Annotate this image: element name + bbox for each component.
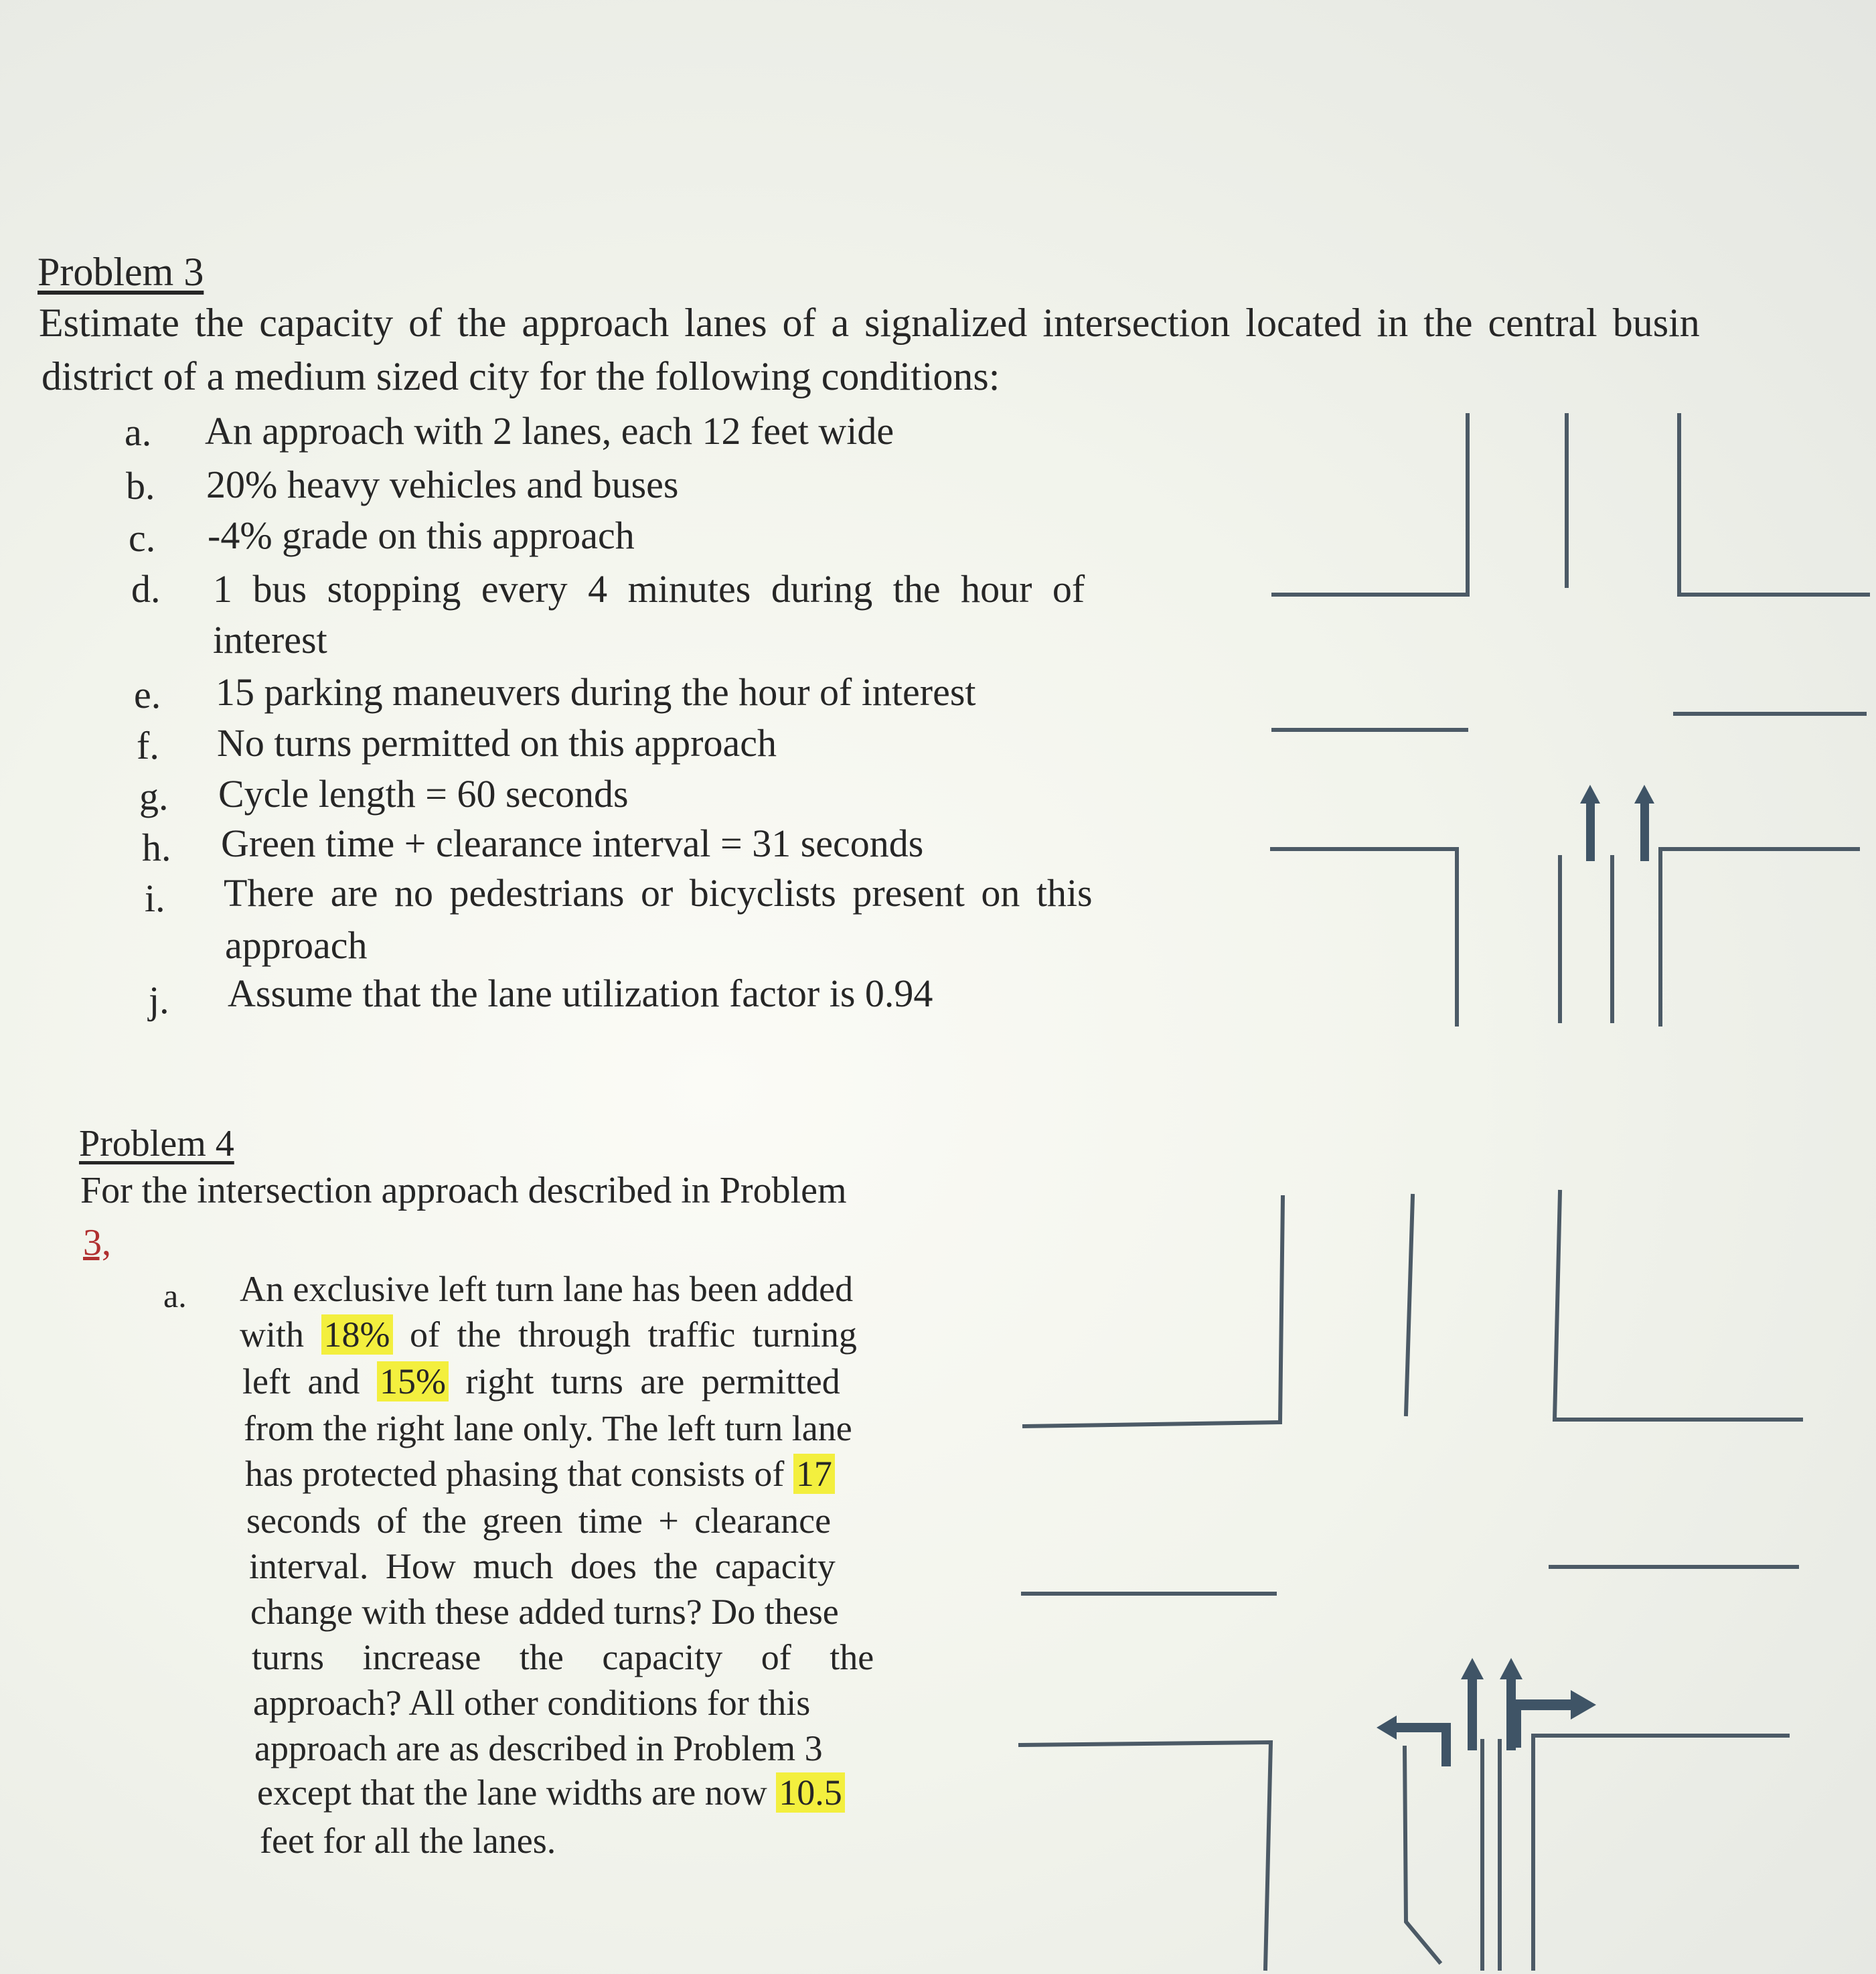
item-label: c. — [129, 516, 156, 560]
item-d-text: 1 bus stopping every 4 minutes during the hour of — [213, 567, 1085, 611]
curb-southwest — [1272, 849, 1457, 1024]
problem-4-lane-arrows — [1377, 1658, 1596, 1766]
problem-3-intro-line-1: Estimate the capacity of the approach lanes of a signalized intersection located in the central busin — [39, 301, 1700, 345]
problem-4-line-9: turns increase the capacity of the — [252, 1637, 874, 1677]
item-label: f. — [137, 724, 159, 767]
item-label: e. — [134, 673, 161, 716]
through-arrow-icon — [1634, 785, 1654, 861]
right-turn-arrow-icon — [1516, 1690, 1596, 1748]
highlight-15-percent: 15% — [377, 1361, 449, 1401]
curb-southwest — [1020, 1742, 1271, 1969]
problem-4-intro-line-2: 3, — [83, 1222, 111, 1264]
problem-4-line-11: approach are as described in Problem 3 — [254, 1728, 823, 1768]
problem-3-lane-arrows — [1580, 785, 1654, 861]
curb-northeast — [1679, 415, 1868, 595]
item-b-text: 20% heavy vehicles and buses — [206, 463, 679, 506]
problem-3-intersection-diagram — [1272, 415, 1868, 1024]
problem-4-line-1: An exclusive left turn lane has been added — [240, 1269, 854, 1309]
north-median-line — [1406, 1196, 1413, 1414]
item-d-text-continued: interest — [213, 618, 327, 662]
through-arrow-icon — [1461, 1658, 1484, 1750]
through-arrow-icon — [1580, 785, 1600, 861]
item-label: g. — [139, 775, 169, 818]
item-label: h. — [142, 826, 171, 869]
item-label: i. — [145, 877, 165, 920]
curb-northwest — [1024, 1197, 1283, 1426]
item-label: d. — [131, 567, 161, 611]
problem-4-line-10: approach? All other conditions for this — [253, 1683, 811, 1723]
problem-4-intersection-diagram — [1020, 1192, 1801, 1969]
highlight-18-percent: 18% — [321, 1314, 393, 1355]
problem-4-line-8: change with these added turns? Do these — [250, 1592, 839, 1632]
problem-4-line-4: from the right lane only. The left turn lane — [244, 1408, 852, 1448]
item-e-text: 15 parking maneuvers during the hour of interest — [216, 670, 976, 714]
item-label: a. — [163, 1277, 187, 1314]
highlight-17-seconds: 17 — [793, 1454, 835, 1494]
item-g-text: Cycle length = 60 seconds — [218, 772, 629, 816]
problem-4-line-6: seconds of the green time + clearance — [246, 1501, 832, 1541]
curb-northwest — [1273, 415, 1468, 595]
problem-3-intro-line-2: district of a medium sized city for the following conditions: — [42, 354, 1000, 398]
item-label: b. — [126, 464, 155, 508]
problem-4-line-5: has protected phasing that consists of 17 — [245, 1453, 835, 1495]
item-a-text: An approach with 2 lanes, each 12 feet wide — [205, 409, 894, 453]
left-turn-bay-line — [1405, 1748, 1439, 1962]
problem-4-title: Problem 4 — [79, 1123, 234, 1164]
item-label: a. — [125, 410, 152, 454]
left-turn-arrow-icon — [1377, 1716, 1446, 1766]
problem-4-line-7: interval. How much does the capacity — [249, 1546, 836, 1586]
problem-4-line-3: left and 15% right turns are permitted — [242, 1361, 840, 1401]
problem-3-title: Problem 3 — [37, 250, 204, 294]
item-f-text: No turns permitted on this approach — [217, 721, 777, 765]
item-h-text: Green time + clearance interval = 31 seconds — [221, 822, 924, 865]
curb-northeast — [1555, 1192, 1801, 1420]
item-label: j. — [149, 978, 169, 1022]
item-i-text: There are no pedestrians or bicyclists present on this — [224, 871, 1093, 915]
problem-4-intro-line-1: For the intersection approach described in Problem — [80, 1170, 847, 1211]
item-j-text: Assume that the lane utilization factor is 0.94 — [228, 972, 933, 1015]
highlight-10-5-feet: 10.5 — [776, 1772, 845, 1813]
item-c-text: -4% grade on this approach — [208, 514, 635, 557]
item-i-text-continued: approach — [225, 923, 368, 967]
problem-4-line-12: except that the lane widths are now 10.5 — [257, 1772, 845, 1813]
problem-4-line-13: feet for all the lanes. — [260, 1821, 556, 1861]
problem-4-line-2: with 18% of the through traffic turning — [240, 1314, 857, 1355]
